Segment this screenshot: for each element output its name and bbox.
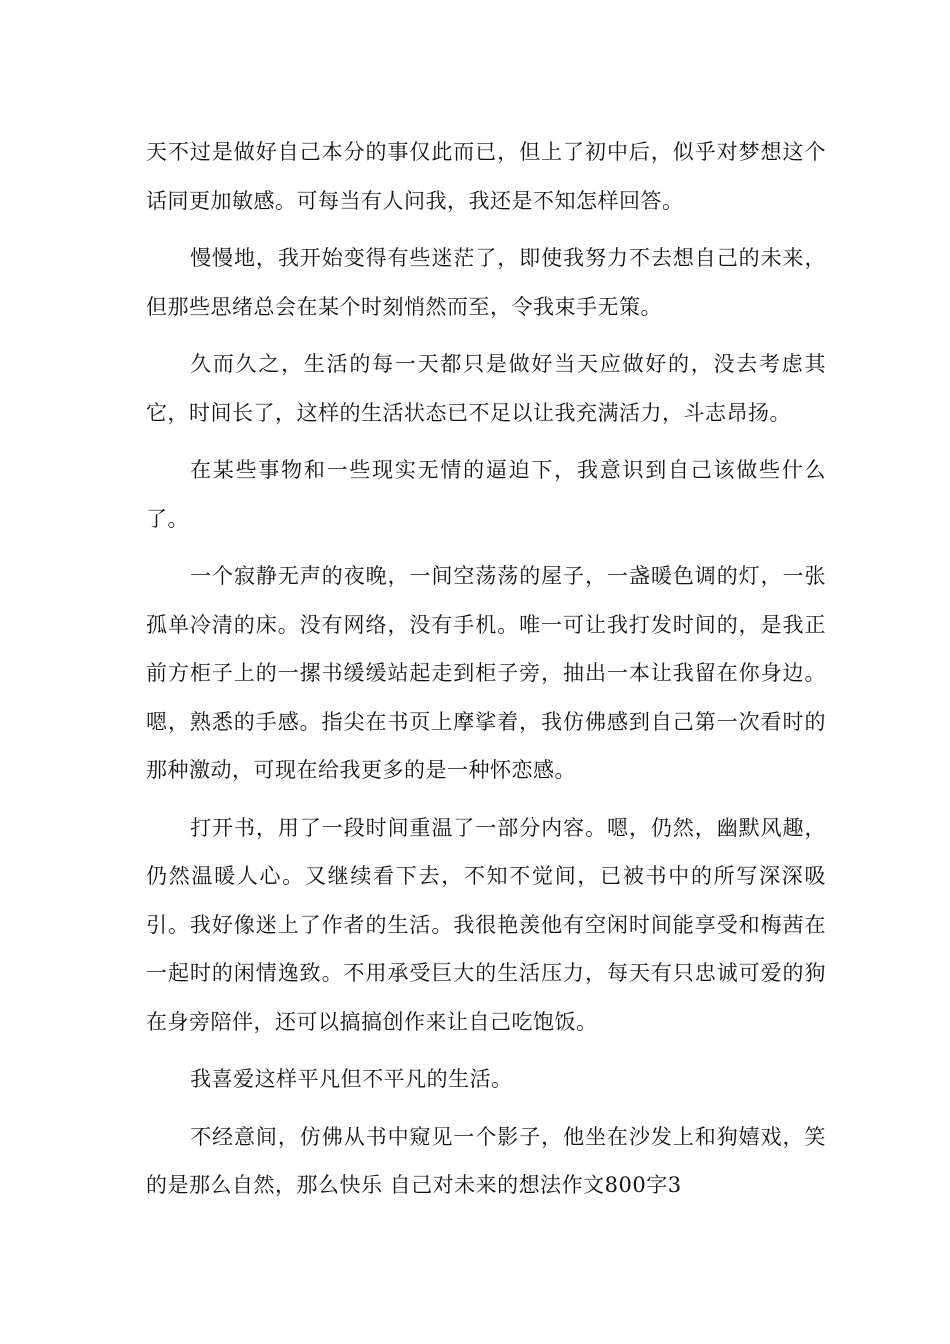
paragraph-1: 天不过是做好自己本分的事仅此而已，但上了初中后，似乎对梦想这个话同更加敏感。可每当有人问我，我还是不知怎样回答。 [146,140,826,213]
paragraph-3: 久而久之，生活的每一天都只是做好当天应做好的，没去考虑其它，时间长了，这样的生活状态已不足以让我充满活力，斗志昂扬。 [146,352,826,425]
paragraph-7: 我喜爱这样平凡但不平凡的生活。 [190,1067,513,1091]
paragraph-4: 在某些事物和一些现实无情的逼迫下，我意识到自己该做些什么了。 [146,458,826,531]
document-body [146,128,826,1219]
paragraph-6: 打开书，用了一段时间重温了一部分内容。嗯，仍然，幽默风趣，仍然温暖人心。又继续看下去，不知不觉间，已被书中的所写深深吸引。我好像迷上了作者的生活。我很艳羡他有空闲时间能享受和梅茜在一起时的闲情逸致。不用承受巨大的生活压力，每天有只忠诚可爱的狗在身旁陪伴，还可以搞搞创作来让自己吃饱饭。 [146,815,826,1034]
paragraph-8: 不经意间，仿佛从书中窥见一个影子，他坐在沙发上和狗嬉戏，笑的是那么自然，那么快乐 自己对未来的想法作文800字3 [146,1124,826,1197]
paragraph-5: 一个寂静无声的夜晚，一间空荡荡的屋子，一盏暖色调的灯，一张孤单冷清的床。没有网络，没有手机。唯一可让我打发时间的，是我正前方柜子上的一摞书缓缓站起走到柜子旁，抽出一本让我留在你身边。嗯，熟悉的手感。指尖在书页上摩挲着，我仿佛感到自己第一次看时的那种激动，可现在给我更多的是一种怀恋感。 [146,564,826,782]
paragraph-2: 慢慢地，我开始变得有些迷茫了，即使我努力不去想自己的未来，但那些思绪总会在某个时刻悄然而至，令我束手无策。 [146,246,826,319]
